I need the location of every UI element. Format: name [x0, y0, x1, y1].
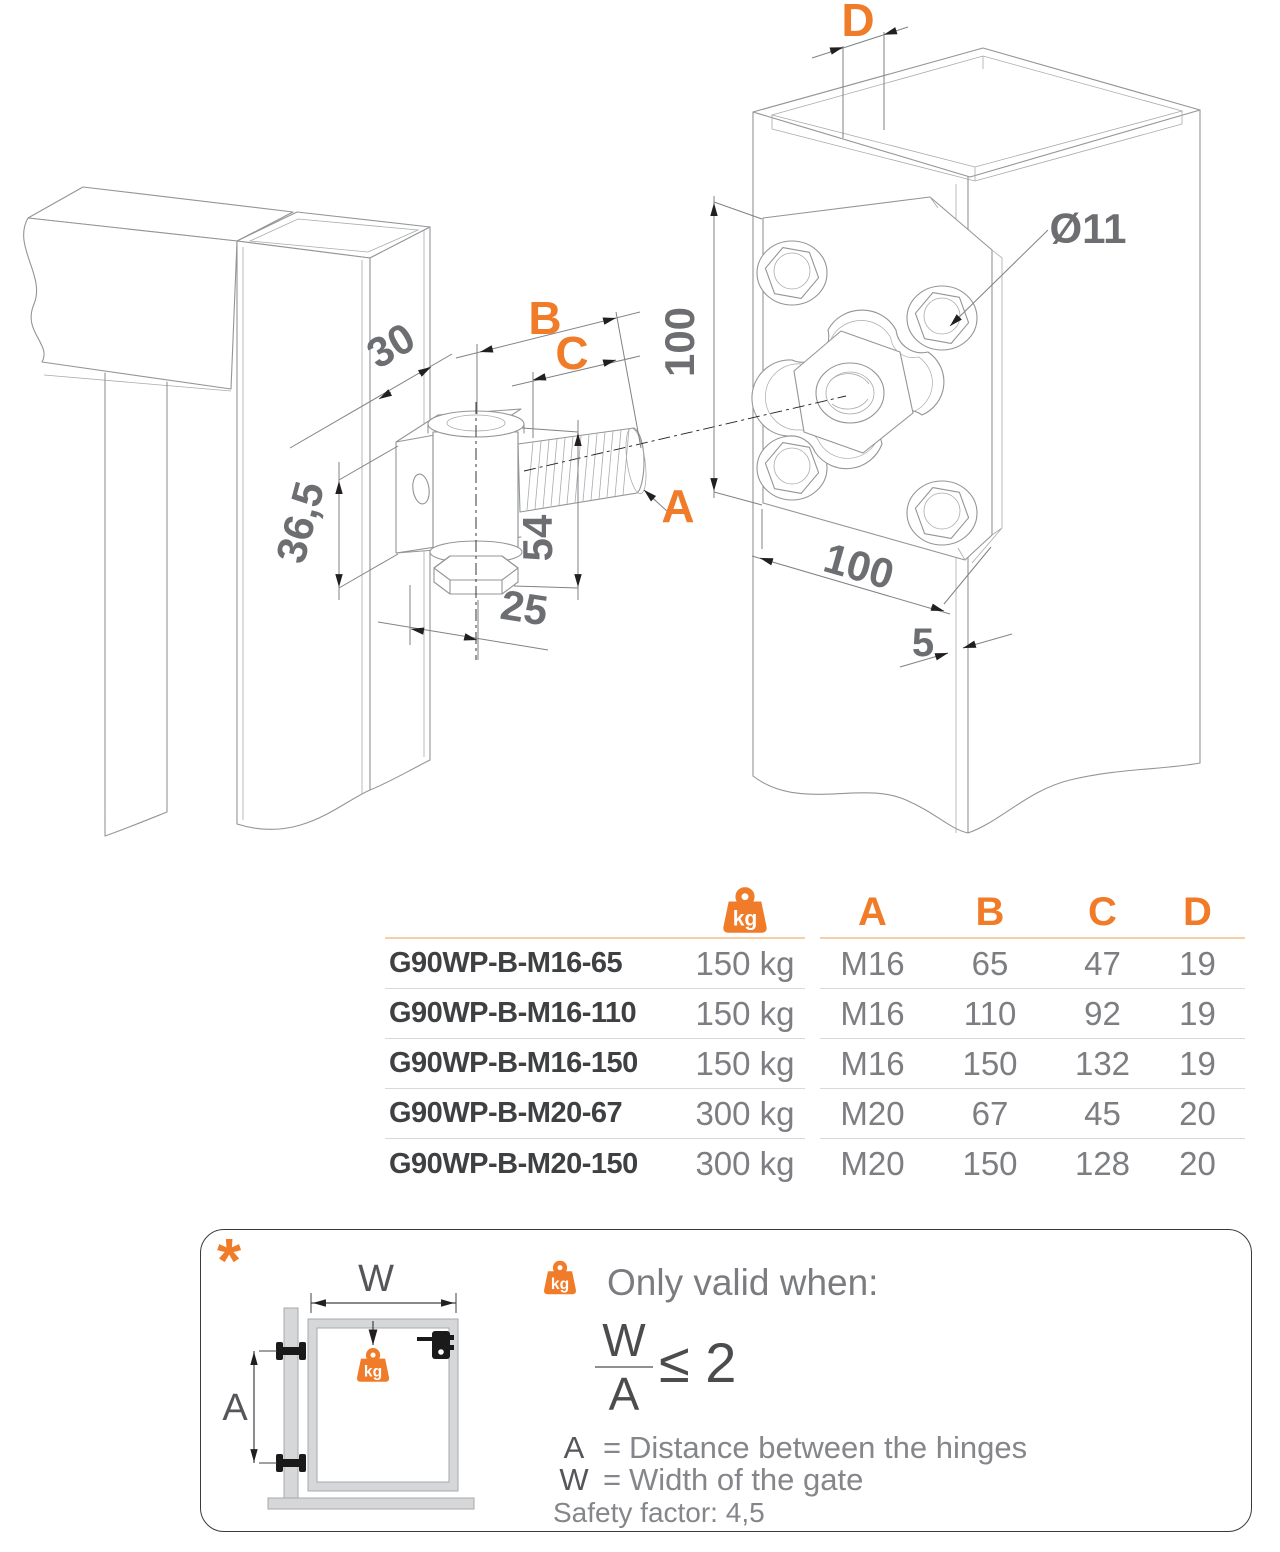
- max-weight: 150 kg: [685, 989, 805, 1039]
- hinge-bolt: [428, 411, 650, 594]
- dim-label-54: 54: [514, 514, 561, 562]
- header-spacer: [385, 885, 685, 939]
- product-code: G90WP-B-M16-150: [385, 1039, 685, 1089]
- dim-label-dia11: Ø11: [1049, 205, 1127, 252]
- dim-label-5: 5: [911, 621, 935, 665]
- dim-label-25: 25: [497, 580, 552, 635]
- dim-label-36-5: 36,5: [266, 476, 334, 568]
- table-header-row: [385, 885, 1245, 939]
- max-weight: 300 kg: [695, 1145, 795, 1182]
- legend: [553, 1430, 1027, 1529]
- product-code: G90WP-B-M16-65: [385, 939, 685, 989]
- value-c: 128: [1074, 1145, 1131, 1182]
- value-d: 19: [1150, 1039, 1245, 1089]
- dim-label-B: B: [528, 292, 562, 344]
- legend-row-w: [553, 1462, 1027, 1497]
- value-b: 150: [962, 1145, 1018, 1182]
- value-a: M20: [820, 1089, 925, 1139]
- value-c: 45: [1055, 1089, 1150, 1139]
- value-b: 65: [925, 939, 1055, 989]
- column-header-d: D: [1183, 889, 1212, 934]
- column-header-c: C: [1088, 889, 1117, 934]
- fraction-denominator: A: [608, 1368, 640, 1420]
- header-underline-left: [385, 937, 805, 939]
- gate-frame: [24, 187, 430, 836]
- legend-symbol: W: [559, 1462, 589, 1497]
- product-code: G90WP-B-M20-150: [389, 1147, 638, 1180]
- column-header-b: B: [975, 889, 1005, 934]
- spec-table: [385, 885, 1245, 1189]
- value-b: 150: [925, 1039, 1055, 1089]
- legend-equals: =: [602, 1462, 622, 1497]
- legend-text: Distance between the hinges: [629, 1430, 1028, 1465]
- mini-w-label: W: [358, 1258, 394, 1300]
- table-row: [385, 989, 1245, 1039]
- mini-a-label: A: [222, 1387, 248, 1429]
- value-c: 47: [1055, 939, 1150, 989]
- table-row: [385, 1039, 1245, 1089]
- value-d: 19: [1150, 939, 1245, 989]
- dim-label-100-vertical: 100: [656, 306, 703, 378]
- dim-label-D: D: [841, 0, 875, 46]
- post-and-plate: [752, 48, 1200, 833]
- dim-label-A: A: [661, 480, 695, 532]
- max-weight: 150 kg: [685, 1039, 805, 1089]
- value-d: 20: [1179, 1145, 1216, 1182]
- value-a: M16: [820, 989, 925, 1039]
- product-code: G90WP-B-M16-110: [385, 989, 685, 1039]
- legend-equals: =: [602, 1430, 622, 1465]
- note-title: Only valid when:: [607, 1262, 879, 1303]
- table-row: [385, 939, 1245, 989]
- weight-column-header: [685, 885, 805, 939]
- legend-symbol: A: [563, 1430, 585, 1465]
- header-underline-right: [820, 937, 1245, 939]
- kg-weight-icon: [722, 887, 768, 937]
- value-a: M16: [820, 939, 925, 989]
- max-weight: 150 kg: [685, 939, 805, 989]
- table-row: [385, 1139, 1245, 1189]
- column-header-a: A: [858, 889, 887, 934]
- safety-factor: Safety factor: 4,5: [553, 1497, 765, 1528]
- product-code: G90WP-B-M20-67: [385, 1089, 685, 1139]
- value-a: M16: [820, 1039, 925, 1089]
- gate-schematic: [221, 1255, 511, 1520]
- legend-row-a: [553, 1430, 1028, 1465]
- kg-weight-icon: [543, 1260, 577, 1298]
- dim-label-30: 30: [358, 313, 423, 378]
- dim-label-100-horizontal: 100: [818, 533, 900, 599]
- value-b: 67: [925, 1089, 1055, 1139]
- dim-label-C: C: [555, 327, 589, 379]
- asterisk-marker: *: [217, 1227, 242, 1296]
- validity-note-box: [200, 1229, 1252, 1532]
- fraction-numerator: W: [602, 1314, 646, 1366]
- value-c: 92: [1055, 989, 1150, 1039]
- value-a: M20: [840, 1145, 905, 1182]
- value-d: 20: [1150, 1089, 1245, 1139]
- w-over-a-fraction: [595, 1316, 653, 1418]
- legend-text: Width of the gate: [629, 1462, 864, 1497]
- value-b: 110: [925, 989, 1055, 1039]
- max-weight: 300 kg: [685, 1089, 805, 1139]
- value-c: 132: [1055, 1039, 1150, 1089]
- table-row: [385, 1089, 1245, 1139]
- value-d: 19: [1150, 989, 1245, 1039]
- formula-relation: ≤ 2: [659, 1331, 737, 1394]
